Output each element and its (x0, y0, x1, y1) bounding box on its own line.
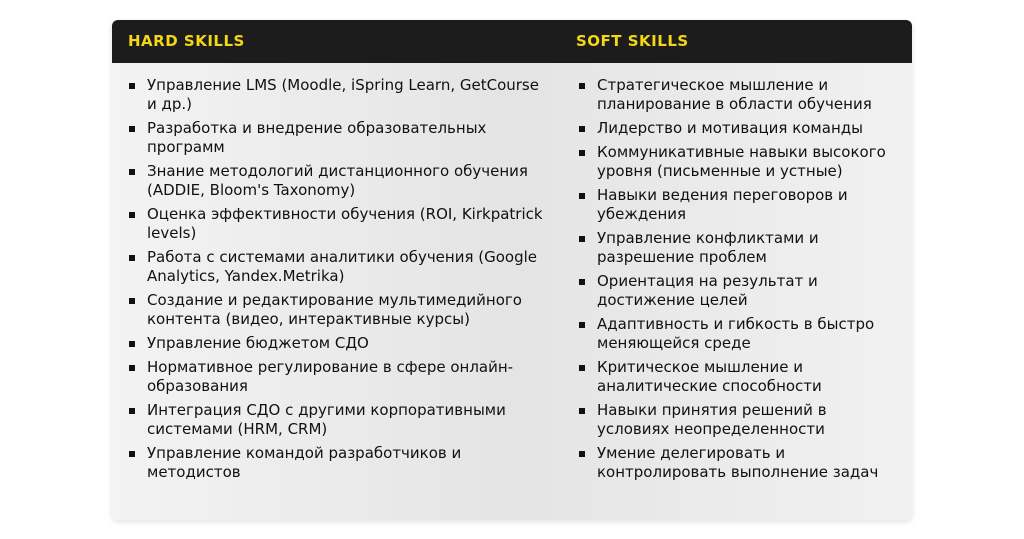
list-item-text: Управление LMS (Moodle, iSpring Learn, GetCourse и др.) (147, 76, 539, 113)
list-item-text: Знание методологий дистанционного обучения (ADDIE, Bloom's Taxonomy) (147, 162, 528, 199)
list-item-text: Критическое мышление и аналитические способности (597, 358, 822, 395)
list-item (128, 358, 548, 396)
bullet-icon (579, 279, 585, 285)
bullet-icon (129, 255, 135, 261)
list-item (128, 444, 548, 482)
list-item-text: Интеграция СДО с другими корпоративными системами (HRM, CRM) (147, 401, 506, 438)
list-item-text: Лидерство и мотивация команды (597, 119, 863, 137)
list-item-text: Управление командой разработчиков и методистов (147, 444, 462, 481)
bullet-icon (579, 365, 585, 371)
list-item-text: Работа с системами аналитики обучения (Google Analytics, Yandex.Metrika) (147, 248, 538, 285)
bullet-icon (579, 126, 585, 132)
list-item (128, 401, 548, 439)
bullet-icon (129, 408, 135, 414)
list-item (128, 76, 548, 114)
bullet-icon (579, 83, 585, 89)
hard-skills-list (128, 76, 548, 487)
list-item (128, 291, 548, 329)
list-item-text: Стратегическое мышление и планирование в области обучения (597, 76, 872, 113)
bullet-icon (579, 408, 585, 414)
bullet-icon (579, 150, 585, 156)
list-item-text: Ориентация на результат и достижение целей (597, 272, 818, 309)
list-item-text: Управление бюджетом СДО (147, 334, 369, 352)
list-item-text: Навыки ведения переговоров и убеждения (597, 186, 848, 223)
list-item-text: Оценка эффективности обучения (ROI, Kirkpatrick levels) (147, 205, 543, 242)
bullet-icon (129, 126, 135, 132)
list-item (578, 272, 898, 310)
bullet-icon (129, 298, 135, 304)
list-item (128, 205, 548, 243)
list-item (578, 186, 898, 224)
list-item-text: Нормативное регулирование в сфере онлайн-образования (147, 358, 514, 395)
soft-skills-list (578, 76, 898, 487)
list-item (578, 76, 898, 114)
list-item (578, 444, 898, 482)
hard-skills-title: HARD SKILLS (128, 32, 245, 50)
table-header (112, 20, 912, 63)
list-item-text: Навыки принятия решений в условиях неопределенности (597, 401, 827, 438)
list-item (128, 162, 548, 200)
list-item-text: Адаптивность и гибкость в быстро меняющейся среде (597, 315, 875, 352)
bullet-icon (129, 212, 135, 218)
list-item (578, 315, 898, 353)
list-item-text: Умение делегировать и контролировать выполнение задач (597, 444, 879, 481)
list-item (128, 119, 548, 157)
list-item (578, 401, 898, 439)
list-item (578, 229, 898, 267)
list-item (128, 248, 548, 286)
bullet-icon (579, 193, 585, 199)
bullet-icon (579, 451, 585, 457)
bullet-icon (129, 451, 135, 457)
list-item-text: Управление конфликтами и разрешение проблем (597, 229, 819, 266)
bullet-icon (579, 322, 585, 328)
list-item (578, 119, 898, 138)
list-item (578, 143, 898, 181)
skills-table (112, 20, 912, 520)
bullet-icon (129, 365, 135, 371)
bullet-icon (129, 83, 135, 89)
bullet-icon (129, 341, 135, 347)
list-item (128, 334, 548, 353)
list-item (578, 358, 898, 396)
bullet-icon (579, 236, 585, 242)
list-item-text: Разработка и внедрение образовательных программ (147, 119, 487, 156)
list-item-text: Создание и редактирование мультимедийного контента (видео, интерактивные курсы) (147, 291, 522, 328)
soft-skills-title: SOFT SKILLS (576, 32, 689, 50)
list-item-text: Коммуникативные навыки высокого уровня (письменные и устные) (597, 143, 886, 180)
bullet-icon (129, 169, 135, 175)
